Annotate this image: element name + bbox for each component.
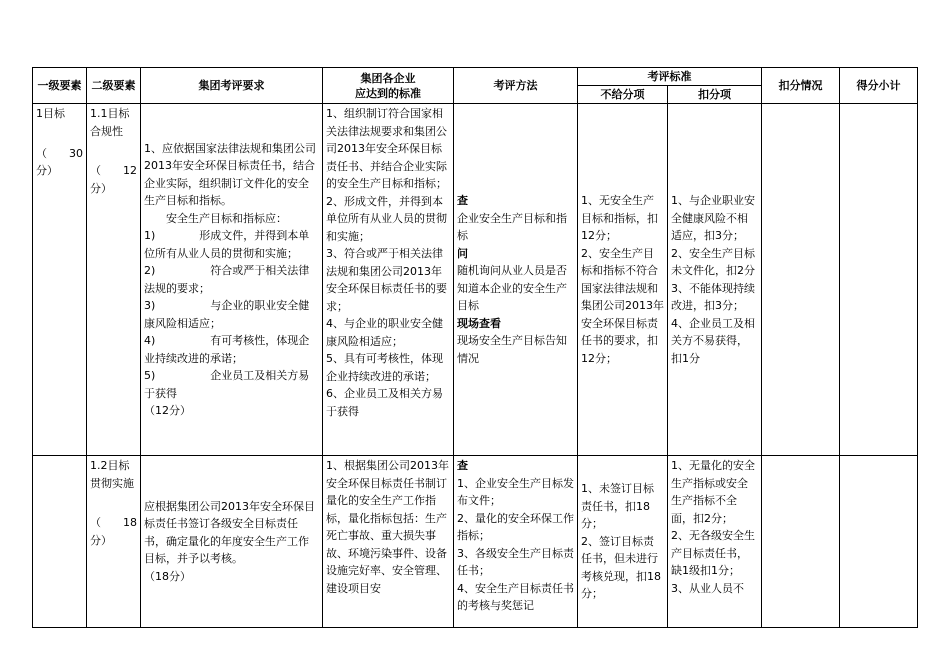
subtotal-cell <box>840 104 918 456</box>
deduct-cell: 1、与企业职业安全健康风险不相适应，扣3分； 2、安全生产目标未文件化，扣2分 3、不能体现持续改进，扣3分； 4、企业员工及相关方不易获得，扣1分 <box>668 104 762 456</box>
requirement-cell: 1、应依据国家法律法规和集团公司2013年安全环保目标责任书，结合企业实际，组织制订文件化的安全生产目标和指标。 安全生产目标和指标应： 1) 形成文件，并得到本单位所有从业人员的贯彻和实施； 2) 符合或严于相关法律法规的要求； 3) 与企业的职业安全健康风险相适应； 4) 有可考核性，体现企业持续改进的承诺； 5) 企业员工及相关方易于获得 （12分） <box>141 104 323 456</box>
header-requirement: 集团考评要求 <box>141 68 323 104</box>
header-level2: 二级要素 <box>87 68 141 104</box>
level2-cell: 1.2目标贯彻实施 （ 18分） <box>87 456 141 628</box>
level2-cell: 1.1目标合规性 （ 12分） <box>87 104 141 456</box>
deduction-status-cell <box>762 456 840 628</box>
header-deduction-status: 扣分情况 <box>762 68 840 104</box>
method-cell: 查 企业安全生产目标和指标 问 随机询问从业人员是否知道本企业的安全生产目标 现场查看 现场安全生产目标告知情况 <box>454 104 578 456</box>
no-score-cell: 1、无安全生产目标和指标，扣12分； 2、安全生产目标和指标不符合国家法律法规和集团公司2013年安全环保目标责任书的要求，扣12分； <box>578 104 668 456</box>
standard-cell: 1、根据集团公司2013年安全环保目标责任书制订量化的安全生产工作指标，量化指标包括：生产死亡事故、重大损失事故、环境污染事件、设备设施完好率、安全管理、建设项目安 <box>323 456 454 628</box>
evaluation-table <box>32 67 918 628</box>
deduction-status-cell <box>762 104 840 456</box>
subtotal-cell <box>840 456 918 628</box>
requirement-cell: 应根据集团公司2013年安全环保目标责任书签订各级安全目标责任书，确定量化的年度安全生产工作目标，并予以考核。 （18分） <box>141 456 323 628</box>
header-method: 考评方法 <box>454 68 578 104</box>
deduct-cell: 1、无量化的安全生产指标或安全生产指标不全面，扣2分； 2、无各级安全生产目标责任书，缺1级扣1分； 3、从业人员不 <box>668 456 762 628</box>
header-level1: 一级要素 <box>33 68 87 104</box>
standard-cell: 1、组织制订符合国家相关法律法规要求和集团公司2013年安全环保目标责任书、并结合企业实际的安全生产目标和指标； 2、形成文件，并得到本单位所有从业人员的贯彻和实施； 3、符合或严于相关法律法规和集团公司2013年安全环保目标责任书的要求； 4、与企业的职业安全健康风险相适应； 5、具有可考核性，体现企业持续改进的承诺； 6、企业员工及相关方易于获得 <box>323 104 454 456</box>
header-deduct-items: 扣分项 <box>668 86 762 104</box>
header-standard: 集团各企业 应达到的标准 <box>323 68 454 104</box>
no-score-cell: 1、未签订目标责任书，扣18分； 2、签订目标责任书，但未进行考核兑现，扣18分； <box>578 456 668 628</box>
level1-cell: 1目标 （ 30分） <box>33 104 87 456</box>
level1-cell <box>33 456 87 628</box>
header-subtotal: 得分小计 <box>840 68 918 104</box>
header-no-score: 不给分项 <box>578 86 668 104</box>
table-row <box>33 104 918 456</box>
header-criteria: 考评标准 <box>578 68 762 86</box>
table-row <box>33 456 918 628</box>
method-cell: 查 1、企业安全生产目标发布文件； 2、量化的安全环保工作指标； 3、各级安全生产目标责任书； 4、安全生产目标责任书的考核与奖惩记 <box>454 456 578 628</box>
